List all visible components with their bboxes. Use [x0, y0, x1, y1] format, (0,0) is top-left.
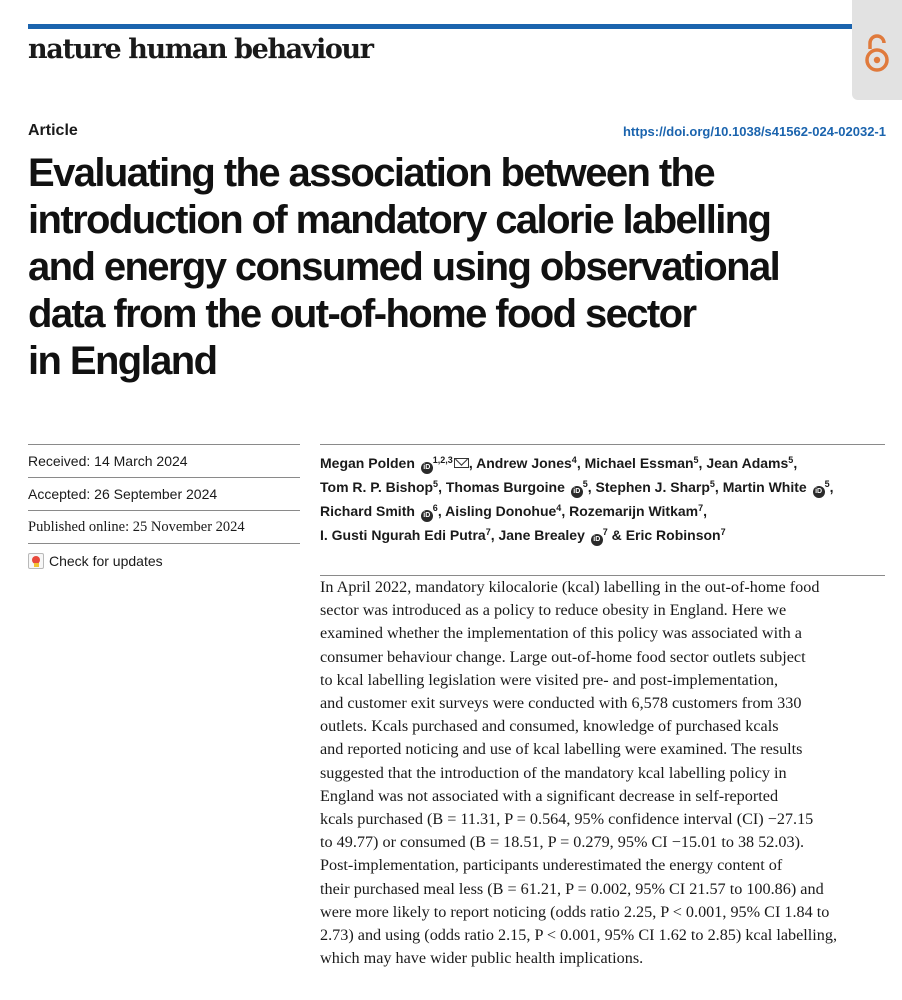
abstract-line: In April 2022, mandatory kilocalorie (kcal) labelling in the out-of-home food [320, 578, 820, 596]
author-line: Richard Smith $iD^6$, Aisling Donohue$^4$, Rozemarijn Witkam$^7$, [320, 498, 885, 522]
orcid-icon[interactable]: iD [571, 486, 583, 498]
author-name[interactable]: Michael Essman [584, 455, 694, 471]
author-name[interactable]: Aisling Donohue [445, 503, 557, 519]
author-name[interactable]: Stephen J. Sharp [595, 479, 710, 495]
orcid-icon[interactable]: iD [421, 462, 433, 474]
affiliation-sup: 5 [693, 455, 699, 465]
accepted-label: Accepted: [28, 486, 91, 502]
abstract-line: and reported noticing and use of kcal labelling were examined. The results [320, 740, 803, 759]
doi-link[interactable]: https://doi.org/10.1038/s41562-024-02032-1 [622, 124, 886, 139]
abstract-line: to kcal labelling legislation were visited pre- and post-implementation, [320, 670, 779, 689]
affiliation-sup: 5 [433, 479, 439, 489]
abstract-line: to 49.77) or consumed (B = 18.51, P = 0.279, 95% CI −15.01 to 38 52.03). [320, 833, 805, 852]
orcid-icon[interactable]: iD [813, 486, 825, 498]
journal-header-bar [28, 24, 886, 29]
affiliation-sup: 5 [824, 479, 830, 489]
received-value: 14 March 2024 [94, 453, 188, 469]
open-lock-icon [861, 34, 893, 72]
check-for-updates-button[interactable] [28, 544, 300, 578]
affiliation-sup: 5 [788, 455, 794, 465]
author-name[interactable]: Jane Brealey [498, 527, 585, 543]
affiliation-sup: 7 [485, 527, 491, 537]
abstract-line: were more likely to report noticing (odds ratio 2.25, P < 0.001, 95% CI 1.84 to [320, 902, 830, 921]
check-for-updates-label: Check for updates [49, 553, 163, 569]
affiliation-sup: 4 [556, 503, 562, 513]
author-line: Tom R. P. Bishop$^5$, Thomas Burgoine $iD^5$, Stephen J. Sharp$^5$, Martin White $iD^5$, [320, 474, 885, 498]
title-line: in England [28, 339, 217, 383]
affiliation-sup: 4 [571, 455, 577, 465]
abstract-line: consumer behaviour change. Large out-of-home food sector outlets subject [320, 647, 806, 666]
abstract-line: and customer exit surveys were conducted with 6,578 customers from 330 [320, 694, 802, 713]
abstract-line: outlets. Kcals purchased and consumed, knowledge of purchased kcals [320, 717, 779, 736]
affiliation-sup: 5 [582, 479, 588, 489]
author-name[interactable]: Richard Smith [320, 503, 415, 519]
affiliation-sup: 6 [432, 503, 438, 513]
author-name[interactable]: Jean Adams [706, 455, 789, 471]
affiliation-sup: 7 [698, 503, 704, 513]
abstract-line: 2.73) and using (odds ratio 2.15, P < 0.001, 95% CI 1.62 to 2.85) kcal labelling, [320, 926, 838, 945]
envelope-icon[interactable] [454, 458, 469, 468]
accepted-date [28, 478, 300, 510]
abstract-line: England was not associated with a significant decrease in self-reported [320, 786, 779, 805]
orcid-icon[interactable]: iD [591, 534, 603, 546]
author-line: I. Gusti Ngurah Edi Putra$^7$, Jane Brealey $iD^7$ & Eric Robinson$^7$ [320, 522, 885, 546]
author-name[interactable]: I. Gusti Ngurah Edi Putra [320, 527, 486, 543]
article-title [28, 150, 878, 385]
author-name[interactable]: Andrew Jones [476, 455, 572, 471]
article-dates-panel [28, 444, 300, 578]
open-access-tab[interactable] [852, 0, 902, 100]
received-label: Received: [28, 453, 91, 469]
title-line: and energy consumed using observational [28, 245, 780, 289]
journal-name[interactable]: nature human behaviour [28, 34, 373, 65]
author-list [320, 450, 885, 546]
abstract-line: their purchased meal less (B = 61.21, P = 0.002, 95% CI 21.57 to 100.86) and [320, 879, 824, 898]
abstract-line: kcals purchased (B = 11.31, P = 0.564, 95% confidence interval (CI) −27.15 [320, 810, 814, 829]
author-name[interactable]: Thomas Burgoine [445, 479, 565, 495]
affiliation-sup: 1,2,3 [432, 455, 453, 465]
author-name[interactable]: Tom R. P. Bishop [320, 479, 434, 495]
author-name[interactable]: Eric Robinson [625, 527, 721, 543]
title-line: Evaluating the association between the [28, 151, 715, 195]
abstract-line: Post-implementation, participants underestimated the energy content of [320, 856, 783, 875]
title-line: data from the out-of-home food sector [28, 292, 696, 336]
received-date [28, 445, 300, 477]
accepted-value: 26 September 2024 [94, 486, 218, 502]
published-label: Published online: [28, 518, 130, 535]
author-name[interactable]: Megan Polden [320, 455, 415, 471]
affiliation-sup: 7 [720, 527, 726, 537]
abstract-line: suggested that the introduction of the mandatory kcal labelling policy in [320, 763, 787, 782]
published-value: 25 November 2024 [132, 518, 245, 535]
article-type-label: Article [28, 122, 78, 139]
author-name[interactable]: Martin White [722, 479, 807, 495]
orcid-icon[interactable]: iD [421, 510, 433, 522]
divider [320, 444, 885, 445]
published-date [28, 511, 300, 543]
abstract [320, 576, 885, 970]
author-name[interactable]: Rozemarijn Witkam [569, 503, 699, 519]
title-line: introduction of mandatory calorie labelling [28, 198, 771, 242]
affiliation-sup: 7 [602, 527, 608, 537]
abstract-line: examined whether the implementation of this policy was associated with a [320, 624, 802, 643]
affiliation-sup: 5 [709, 479, 715, 489]
abstract-line: sector was introduced as a policy to reduce obesity in England. Here we [320, 601, 787, 620]
abstract-line: which may have wider public health implications. [320, 949, 644, 968]
author-line: Megan Polden iD$^{1,2,3}$ , Andrew Jones$^4$, Michael Essman$^5$, Jean Adams$^5$, [320, 450, 885, 474]
check-for-updates-icon [28, 553, 44, 569]
